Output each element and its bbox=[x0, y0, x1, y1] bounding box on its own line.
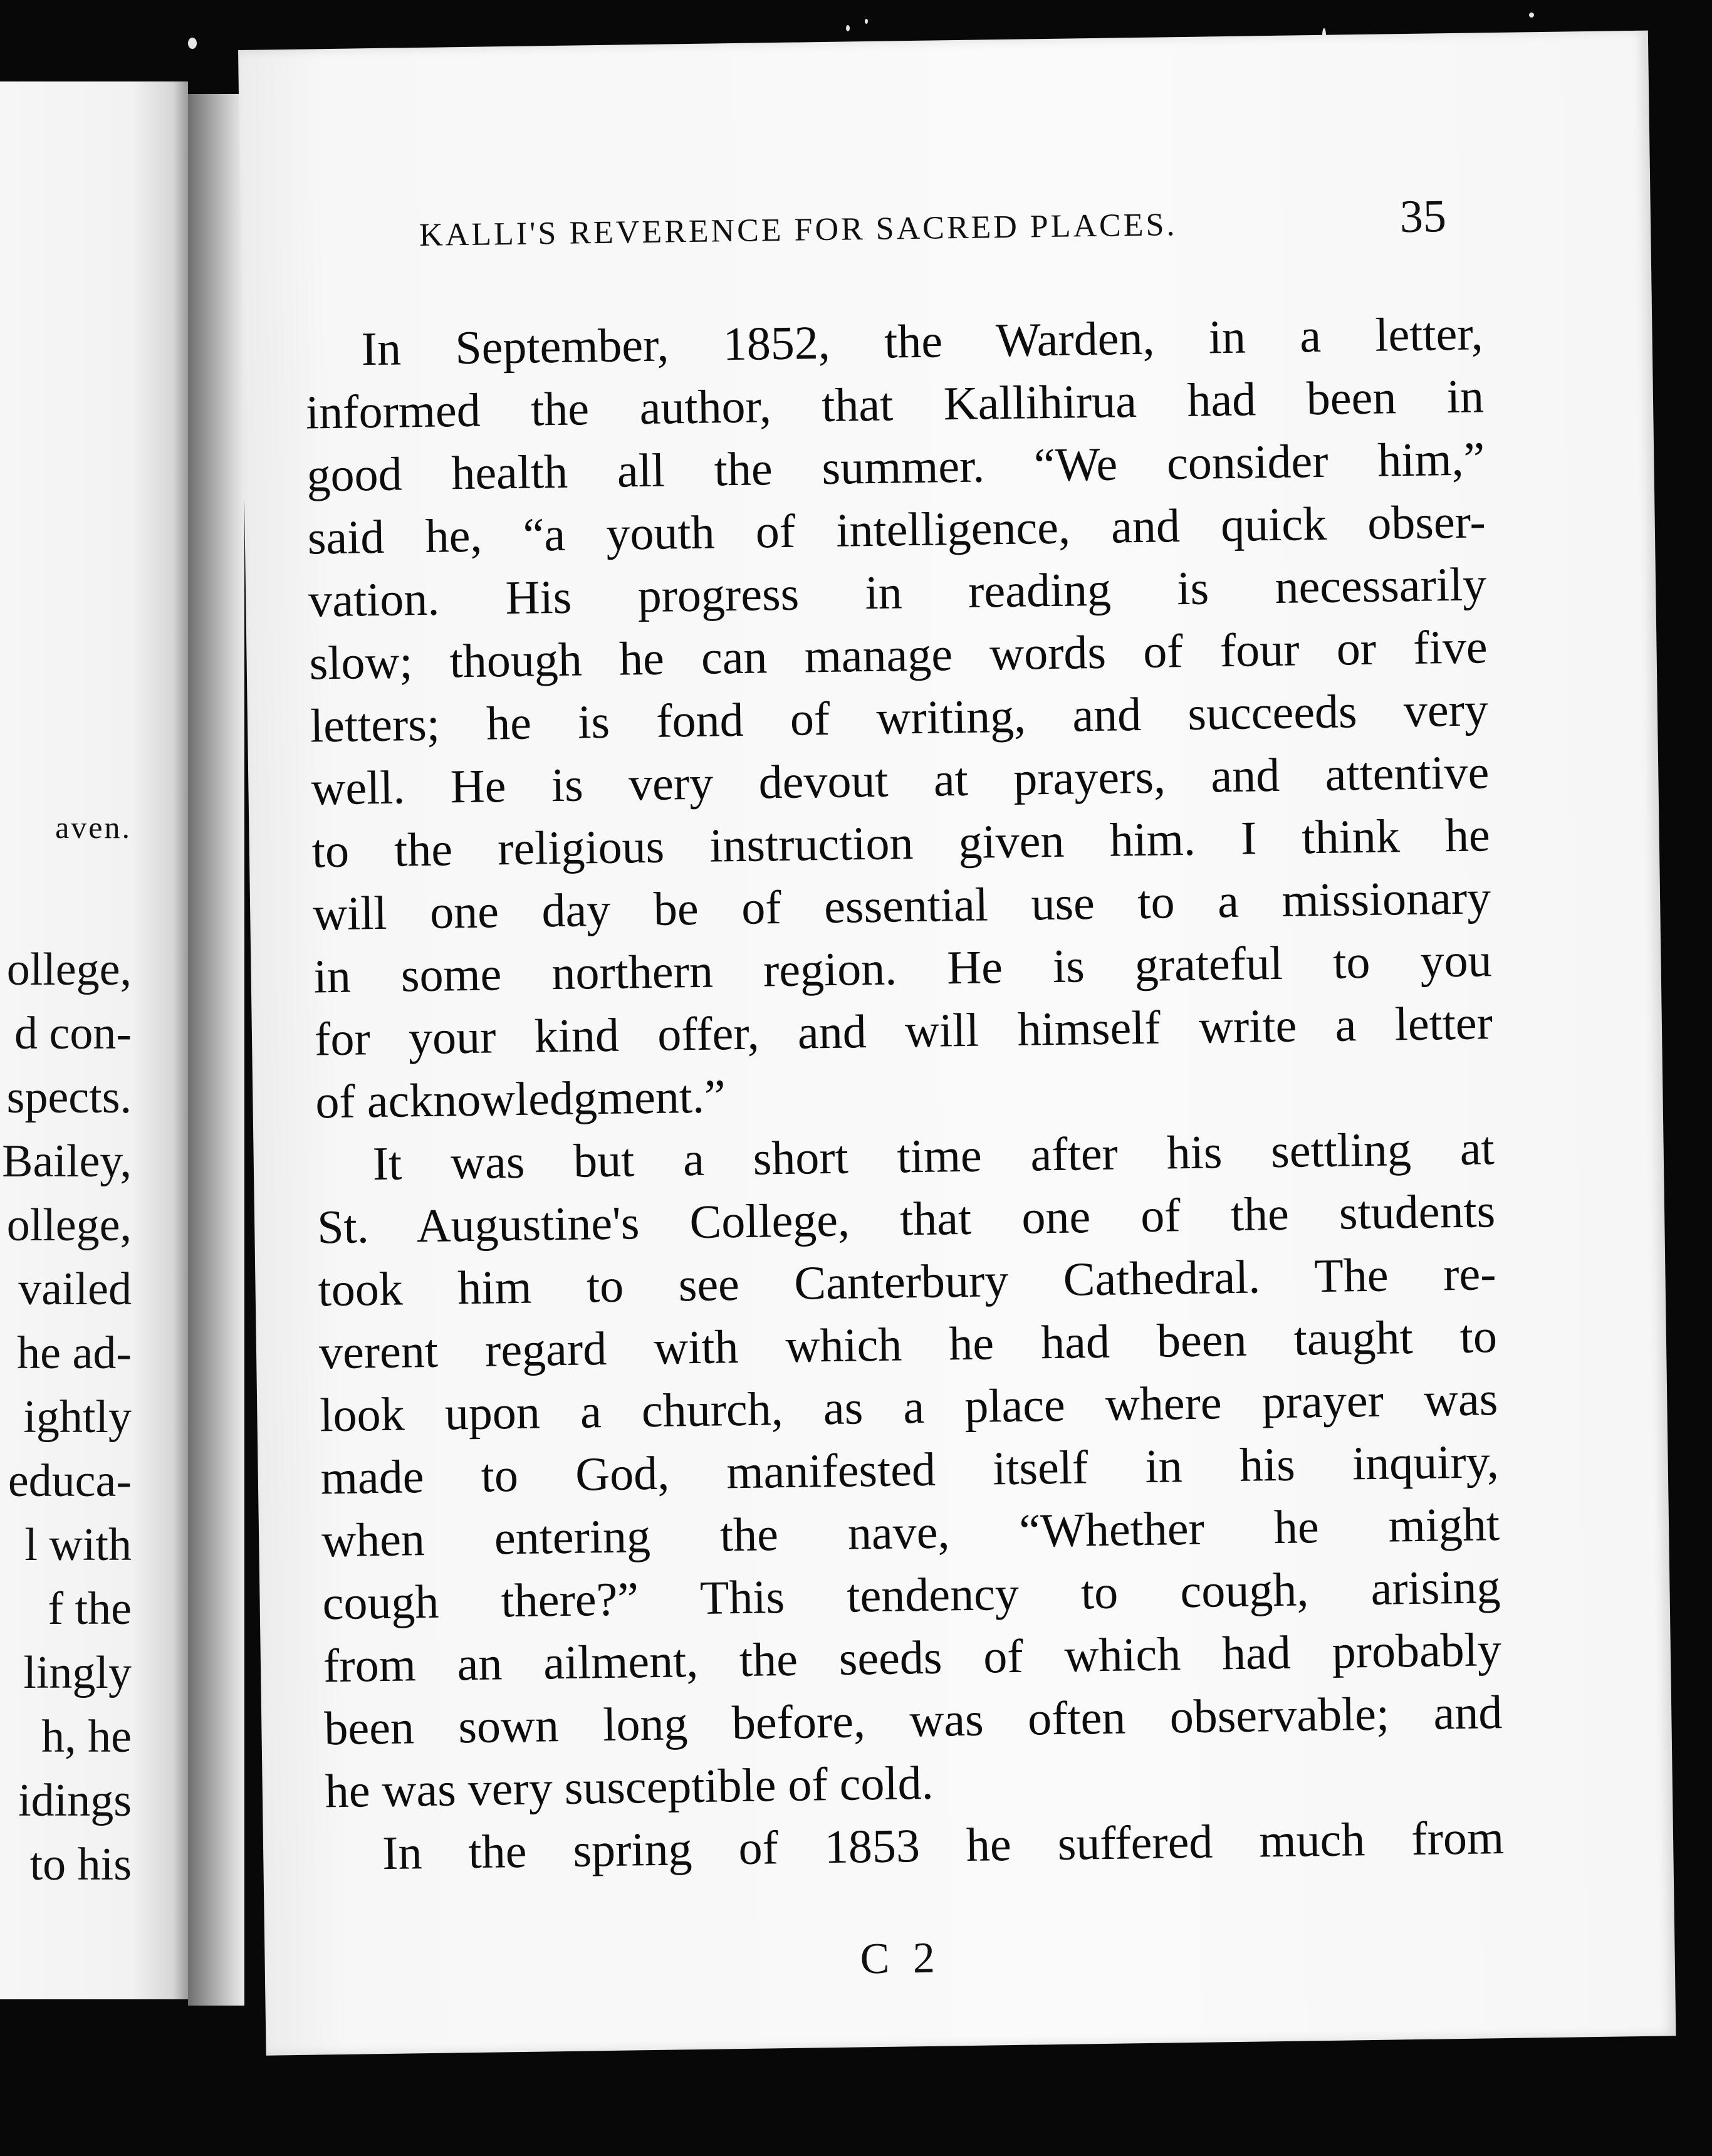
left-page-fragment: ightly bbox=[23, 1391, 132, 1443]
left-page-fragment: f the bbox=[48, 1583, 132, 1635]
left-page-fragment: l with bbox=[24, 1519, 132, 1571]
text-line: well. He is very devout at prayers, and attentive bbox=[310, 746, 1490, 815]
text-line: of acknowledgment.” bbox=[315, 1070, 726, 1129]
dust-speck bbox=[846, 25, 850, 31]
dust-speck bbox=[865, 19, 868, 24]
left-page-fragment: he ad- bbox=[17, 1327, 132, 1379]
left-page-fragment: lingly bbox=[23, 1647, 132, 1698]
dust-speck bbox=[188, 38, 197, 49]
text-line: In the spring of 1853 he suffered much from bbox=[382, 1811, 1505, 1880]
text-line: In September, 1852, the Warden, in a letter, bbox=[361, 307, 1484, 376]
text-line: in some northern region. He is grateful to you bbox=[313, 934, 1493, 1003]
left-page-fragment: vailed bbox=[18, 1264, 132, 1315]
left-page-fragment: idings bbox=[18, 1775, 132, 1826]
page-number: 35 bbox=[1399, 191, 1447, 243]
right-page bbox=[238, 31, 1676, 2056]
text-line: informed the author, that Kallihirua had been in bbox=[305, 370, 1485, 439]
text-line: vation. His progress in reading is necessarily bbox=[308, 558, 1487, 627]
left-page-fragment: h, he bbox=[41, 1711, 132, 1762]
left-page-fragment: to his bbox=[29, 1839, 132, 1890]
signature-mark: C 2 bbox=[860, 1934, 942, 1984]
text-line: he was very susceptible of cold. bbox=[325, 1756, 934, 1818]
dust-speck bbox=[1529, 13, 1534, 18]
text-line: made to God, manifested itself in his inquiry, bbox=[320, 1435, 1500, 1505]
left-page-fragment: educa- bbox=[8, 1455, 132, 1507]
text-line: verent regard with which he had been taught to bbox=[318, 1310, 1498, 1379]
text-line: took him to see Canterbury Cathedral. The re- bbox=[318, 1247, 1497, 1317]
left-page-fragment: spects. bbox=[6, 1072, 132, 1123]
text-line: been sown long before, was often observable; and bbox=[323, 1686, 1503, 1756]
text-line: St. Augustine's College, that one of the students bbox=[316, 1185, 1496, 1254]
left-page bbox=[0, 81, 188, 1999]
running-head: KALLI'S REVERENCE FOR SACRED PLACES. bbox=[419, 207, 1177, 253]
left-page-fragment: aven. bbox=[55, 810, 132, 845]
text-line: to the religious instruction given him. I think he bbox=[311, 808, 1491, 878]
text-line: It was but a short time after his settling at bbox=[372, 1122, 1495, 1191]
text-line: look upon a church, as a place where prayer was bbox=[319, 1373, 1498, 1442]
text-line: when entering the nave, “Whether he might bbox=[321, 1498, 1500, 1567]
text-line: cough there?” This tendency to cough, arising bbox=[322, 1561, 1501, 1630]
book-gutter bbox=[188, 94, 244, 2006]
left-page-fragment: ollege, bbox=[6, 944, 132, 995]
text-line: will one day be of essential use to a missionary bbox=[312, 871, 1491, 941]
left-page-fragment: Bailey, bbox=[2, 1136, 132, 1187]
left-page-fragment: ollege, bbox=[6, 1200, 132, 1251]
text-line: from an ailment, the seeds of which had probably bbox=[323, 1623, 1502, 1693]
body-text bbox=[305, 302, 1505, 1885]
text-line: letters; he is fond of writing, and succeeds very bbox=[310, 683, 1489, 753]
left-page-fragment: d con- bbox=[14, 1008, 132, 1059]
text-line: good health all the summer. “We consider him,” bbox=[306, 432, 1485, 502]
text-line: said he, “a youth of intelligence, and quick obser- bbox=[307, 495, 1486, 565]
text-line: for your kind offer, and will himself write a letter bbox=[314, 997, 1493, 1066]
text-line: slow; though he can manage words of four or five bbox=[309, 620, 1488, 690]
